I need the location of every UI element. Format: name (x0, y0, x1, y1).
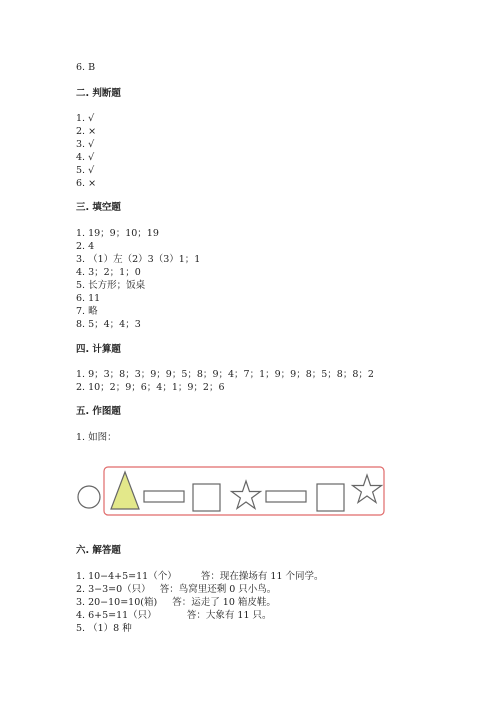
judge-item-2: 2. × (76, 126, 97, 137)
fill-item-3: 3. （1）左（2）3（3）1；1 (76, 254, 201, 265)
square-shape (193, 484, 220, 511)
section-6-title: 六. 解答题 (76, 545, 121, 556)
calc-item-1: 1. 9；3；8；3；9；9；5；8；9；4；7；1；9；9；8；5；8；8；2 (76, 369, 374, 380)
draw-item-1: 1. 如图： (76, 432, 117, 443)
star-shape-2 (353, 475, 382, 503)
judge-item-4: 4. √ (76, 152, 95, 163)
solve-item-4: 4. 6+5=11（只） 答：大象有 11 只。 (76, 610, 272, 621)
section-3-title: 三. 填空题 (76, 202, 121, 213)
judge-item-5: 5. √ (76, 165, 95, 176)
solve-item-5: 5. （1）8 种 (76, 623, 132, 634)
solve-item-3: 3. 20−10=10(箱) 答：运走了 10 箱皮鞋。 (76, 597, 276, 608)
answer-6-b: 6. B (76, 62, 96, 73)
triangle-shape (111, 472, 139, 509)
section-5-title: 五. 作图题 (76, 406, 121, 417)
section-4-title: 四. 计算题 (76, 344, 121, 355)
fill-item-7: 7. 略 (76, 306, 98, 317)
section-2-title: 二. 判断题 (76, 88, 121, 99)
fill-item-2: 2. 4 (76, 241, 95, 252)
judge-item-3: 3. √ (76, 139, 95, 150)
fill-item-4: 4. 3；2；1；0 (76, 267, 141, 278)
fill-item-8: 8. 5；4；4；3 (76, 319, 141, 330)
star-shape (232, 481, 261, 509)
square-shape-2 (317, 484, 344, 511)
fill-item-5: 5. 长方形；饭桌 (76, 280, 146, 291)
rectangle-shape-2 (266, 491, 306, 502)
circle-shape (78, 486, 100, 508)
solve-item-1: 1. 10−4+5=11（个） 答：现在操场有 11 个同学。 (76, 571, 324, 582)
shapes-figure (76, 463, 386, 535)
rectangle-shape (144, 491, 184, 502)
fill-item-1: 1. 19；9；10；19 (76, 228, 159, 239)
calc-item-2: 2. 10；2；9；6；4；1；9；2；6 (76, 382, 225, 393)
solve-item-2: 2. 3−3=0（只） 答：鸟窝里还剩 0 只小鸟。 (76, 584, 277, 595)
judge-item-1: 1. √ (76, 113, 95, 124)
judge-item-6: 6. × (76, 178, 97, 189)
fill-item-6: 6. 11 (76, 293, 101, 304)
